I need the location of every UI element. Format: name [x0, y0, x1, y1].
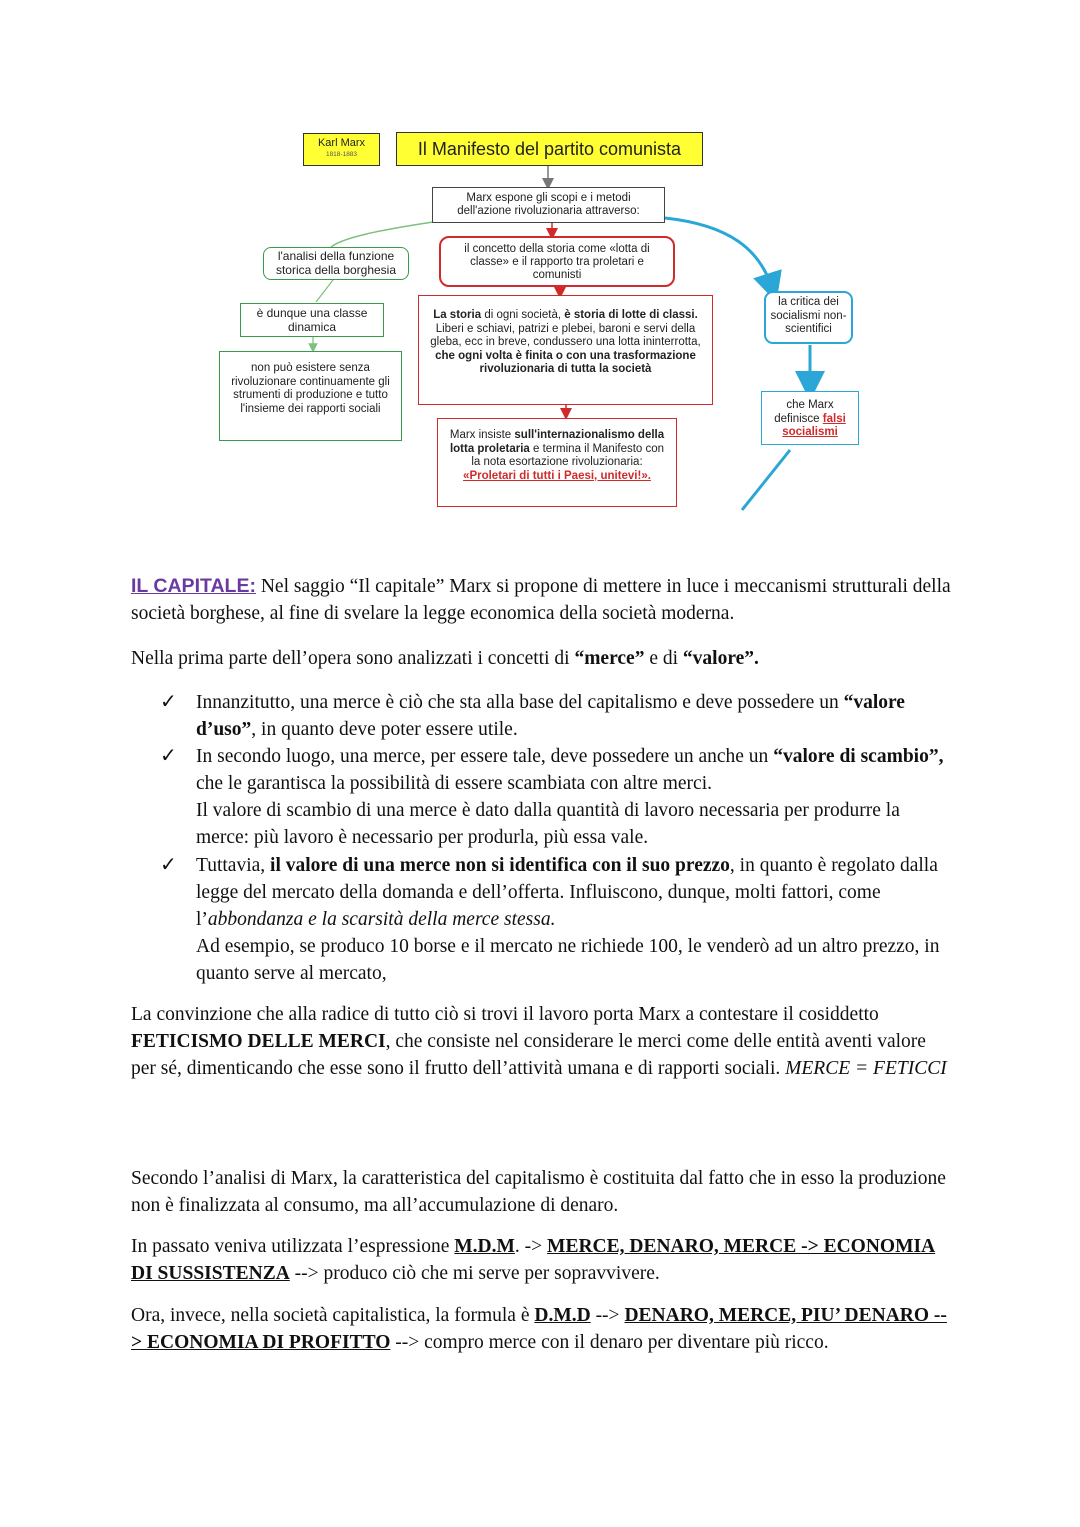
p5-economia-sussistenza: MERCE, DENARO, MERCE -> ECONOMIA DI SUSSISTENZA: [131, 1236, 936, 1284]
expose-text: Marx espone gli scopi e i metodi dell'azione rivoluzionaria attraverso:: [457, 192, 640, 217]
center-text-3c: e termina il Manifesto con la nota esortazione rivoluzionaria:: [471, 442, 665, 468]
center-text-2a: La storia: [433, 309, 482, 321]
capitale-intro: [131, 573, 951, 627]
paragraph-mdm: [131, 1233, 951, 1287]
p2-valore: “valore”.: [682, 648, 759, 669]
capitale-heading: IL CAPITALE:: [131, 575, 256, 597]
b1-text-c: , in quanto deve poter essere utile.: [251, 719, 518, 740]
center-box-2: [418, 295, 713, 405]
p3-text-c: , che consiste nel considerare le merci come delle entità aventi valore per sé, dimenticando che esse sono il frutto dell’attività umana e di rapporti sociali.: [131, 1031, 926, 1079]
p5-mdm: M.D.M: [454, 1236, 515, 1257]
right-text-2a: che Marx definisce: [774, 399, 834, 425]
p5-text-a: In passato veniva utilizzata l’espressione: [131, 1236, 455, 1257]
marx-name-box: [303, 133, 380, 166]
bullet-valore-scambio: [196, 743, 956, 851]
b2-text-a: In secondo luogo, una merce, per essere tale, deve possedere un anche un: [196, 746, 774, 767]
p2-text-a: Nella prima parte dell’opera sono analizzati i concetti di: [131, 648, 575, 669]
p6-dmd: D.M.D: [534, 1305, 591, 1326]
right-box-2: [761, 391, 859, 445]
b2-text-c: che le garantisca la possibilità di essere scambiata con altre merci.: [196, 773, 712, 794]
marx-name: Karl Marx: [317, 137, 366, 149]
center-text-2c: è storia di lotte di classi.: [564, 309, 698, 321]
bullet-valore-uso: [196, 689, 956, 743]
center-text-3a: Marx insiste: [449, 429, 515, 441]
center-text-2b: di ogni società,: [481, 309, 565, 321]
b3-text-c: , in quanto è regolato dalla legge del mercato della domanda e dell’offerta. Influiscono, dunque, molti fattori, come l’: [196, 855, 938, 930]
center-text-3b: sull'internazionalismo della lotta proletaria: [449, 429, 665, 455]
paragraph-capitalismo: [131, 1165, 951, 1219]
p2-merce: “merce”: [574, 648, 645, 669]
check-icon: ✓: [160, 745, 177, 767]
p4-text: Secondo l’analisi di Marx, la caratteristica del capitalismo è costituita dal fatto che in esso la produzione non è finalizzata al consumo, ma all’accumulazione di denaro.: [131, 1168, 946, 1216]
title-box: [396, 132, 703, 166]
center-text-1: il concetto della storia come «lotta di classe» e il rapporto tra proletari e comunisti: [464, 243, 650, 281]
p3-feticismo: FETICISMO DELLE MERCI: [131, 1031, 386, 1052]
center-box-1: [439, 236, 675, 287]
p3-text-a: La convinzione che alla radice di tutto ciò si trovi il lavoro porta Marx a contestare il cosiddetto: [131, 1004, 879, 1025]
right-box-1: [764, 291, 853, 344]
left-text-2: è dunque una classe dinamica: [256, 306, 368, 334]
paragraph-feticismo: [131, 1001, 951, 1082]
paragraph-dmd: [131, 1302, 951, 1356]
p5-text-e: --> produco ciò che mi serve per sopravvivere.: [289, 1263, 660, 1284]
left-box-1: [263, 247, 409, 280]
check-icon: ✓: [160, 691, 177, 713]
left-text-3: non può esistere senza rivoluzionare continuamente gli strumenti di produzione e tutto l'insieme dei rapporti sociali: [231, 362, 390, 415]
p3-merce-feticci: MERCE = FETICCI: [785, 1058, 947, 1079]
left-box-3: [219, 351, 402, 441]
right-text-2b: falsi socialismi: [782, 412, 846, 438]
b3-text-a: Tuttavia,: [196, 855, 271, 876]
b2-valore-scambio: “valore di scambio”,: [773, 746, 944, 767]
check-icon: ✓: [160, 854, 177, 876]
left-box-2: [240, 303, 384, 337]
p6-text-c: -->: [590, 1305, 625, 1326]
p6-text-e: --> compro merce con il denaro per diventare più ricco.: [390, 1332, 829, 1353]
center-box-3: [437, 418, 677, 507]
center-text-2e: che ogni volta è finita o con una trasformazione rivoluzionaria di tutta la società: [435, 349, 696, 375]
p6-text-a: Ora, invece, nella società capitalistica, la formula è: [131, 1305, 535, 1326]
b3-prezzo: il valore di una merce non si identifica con il suo prezzo: [270, 855, 730, 876]
p5-text-c: . ->: [514, 1236, 548, 1257]
center-text-2d: Liberi e schiavi, patrizi e plebei, baroni e servi della gleba, ecc in breve, condussero una lotta ininterrotta,: [430, 322, 701, 348]
expose-box: [432, 187, 665, 223]
paragraph-merce-valore: [131, 645, 951, 672]
concept-map: [0, 0, 1080, 530]
map-title: Il Manifesto del partito comunista: [417, 139, 682, 159]
b3-text-e: Ad esempio, se produco 10 borse e il mercato ne richiede 100, le venderò ad un altro prezzo, in quanto serve al mercato,: [196, 936, 940, 984]
b1-valore-uso: “valore d’uso”: [196, 692, 905, 740]
b3-text-d: abbondanza e la scarsità della merce stessa.: [207, 909, 556, 930]
bullet-prezzo: [196, 852, 956, 987]
capitale-intro-text: Nel saggio “Il capitale” Marx si propone di mettere in luce i meccanismi strutturali della società borghese, al fine di svelare la legge economica della società moderna.: [131, 576, 951, 624]
p6-economia-profitto: DENARO, MERCE, PIU’ DENARO --> ECONOMIA DI PROFITTO: [131, 1305, 947, 1353]
center-text-3d: «Proletari di tutti i Paesi, unitevi!».: [463, 469, 651, 482]
right-text-1: la critica dei socialismi non-scientifici: [770, 296, 847, 335]
marx-dates: 1818-1883: [325, 151, 358, 158]
left-text-1: l'analisi della funzione storica della borghesia: [275, 249, 397, 277]
p2-text-c: e di: [644, 648, 683, 669]
b2-text-d: Il valore di scambio di una merce è dato dalla quantità di lavoro necessaria per produrre la merce: più lavoro è necessario per produrla, più essa vale.: [196, 800, 900, 848]
b1-text-a: Innanzitutto, una merce è ciò che sta alla base del capitalismo e deve possedere un: [196, 692, 844, 713]
